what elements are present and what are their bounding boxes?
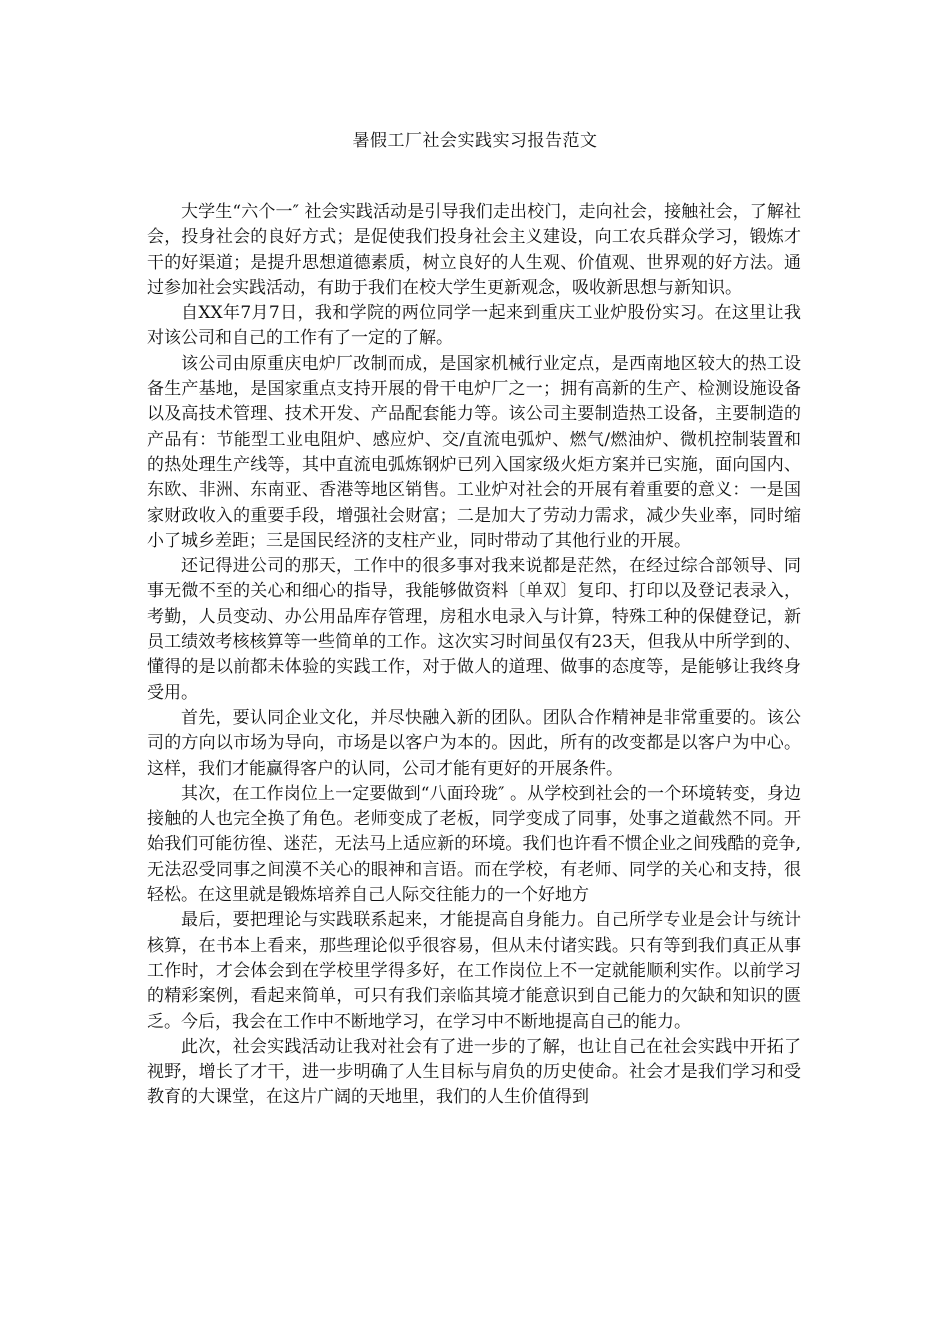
paragraph-company-profile: 该公司由原重庆电炉厂改制而成，是国家机械行业定点，是西南地区较大的热工设备生产基地，是国家重点支持开展的骨干电炉厂之一；拥有高新的生产、检测设施设备以及高技术管理、技术开发、产品配套能力等。该公司主要制造热工设备，主要制造的产品有：节能型工业电阻炉、感应炉、交/直流电弧炉、燃气/燃油炉、微机控制装置和的热处理生产线等，其中直流电弧炼钢炉已列入国家级火炬方案并已实施，面向国内、东欧、非洲、东南亚、香港等地区销售。工业炉对社会的开展有着重要的意义：一是国家财政收入的重要手段，增强社会财富；二是加大了劳动力需求，减少失业率，同时缩小了城乡差距；三是国民经济的支柱产业，同时带动了其他行业的开展。 [147, 353, 801, 551]
document-body [147, 200, 801, 1111]
paragraph-intro: 大学生“六个一″ 社会实践活动是引导我们走出校门，走向社会，接触社会，了解社会，投身社会的良好方式；是促使我们投身社会主义建设，向工农兵群众学习，锻炼才干的好渠道；是提升思想道德素质，树立良好的人生观、价值观、世界观的好方法。通过参加社会实践活动，有助于我们在校大学生更新观念，吸收新思想与新知识。 [147, 202, 801, 298]
paragraph-third-lesson: 最后，要把理论与实践联系起来，才能提高自身能力。自己所学专业是会计与统计核算，在书本上看来，那些理论似乎很容易，但从未付诸实践。只有等到我们真正从事工作时，才会体会到在学校里学得多好，在工作岗位上不一定就能顺利实作。以前学习的精彩案例，看起来简单，可只有我们亲临其境才能意识到自己能力的欠缺和知识的匮乏。今后，我会在工作中不断地学习，在学习中不断地提高自己的能力。 [147, 910, 801, 1032]
paragraph-work-duties: 还记得进公司的那天，工作中的很多事对我来说都是茫然，在经过综合部领导、同事无微不至的关心和细心的指导，我能够做资料〔单双〕复印、打印以及登记表录入，考勤，人员变动、办公用品库存管理，房租水电录入与计算，特殊工种的保健登记，新员工绩效考核核算等一些简单的工作。这次实习时间虽仅有23天，但我从中所学到的、懂得的是以前都未体验的实践工作，对于做人的道理、做事的态度等，是能够让我终身受用。 [147, 556, 801, 703]
paragraph-conclusion: 此次，社会实践活动让我对社会有了进一步的了解，也让自己在社会实践中开拓了视野，增长了才干，进一步明确了人生目标与肩负的历史使命。社会才是我们学习和受教育的大课堂，在这片广阔的天地里，我们的人生价值得到 [147, 1036, 801, 1108]
document-title: 暑假工厂社会实践实习报告范文 [352, 131, 598, 151]
paragraph-second-lesson: 其次，在工作岗位上一定要做到“八面玲珑″ 。从学校到社会的一个环境转变，身边接触的人也完全换了角色。老师变成了老板，同学变成了同事，处事之道截然不同。开始我们可能彷徨、迷茫，无法马上适应新的环境。我们也许看不惯企业之间残酷的竞争,无法忍受同事之间漠不关心的眼神和言语。而在学校，有老师、同学的关心和支持，很轻松。在这里就是锻炼培养自己人际交往能力的一个好地方 [147, 783, 801, 906]
paragraph-first-lesson: 首先，要认同企业文化，并尽快融入新的团队。团队合作精神是非常重要的。该公司的方向以市场为导向，市场是以客户为本的。因此，所有的改变都是以客户为中心。这样，我们才能赢得客户的认同，公司才能有更好的开展条件。 [147, 707, 801, 779]
paragraph-internship-start: 自XX年7月7日，我和学院的两位同学一起来到重庆工业炉股份实习。在这里让我对该公司和自己的工作有了一定的了解。 [147, 303, 801, 349]
